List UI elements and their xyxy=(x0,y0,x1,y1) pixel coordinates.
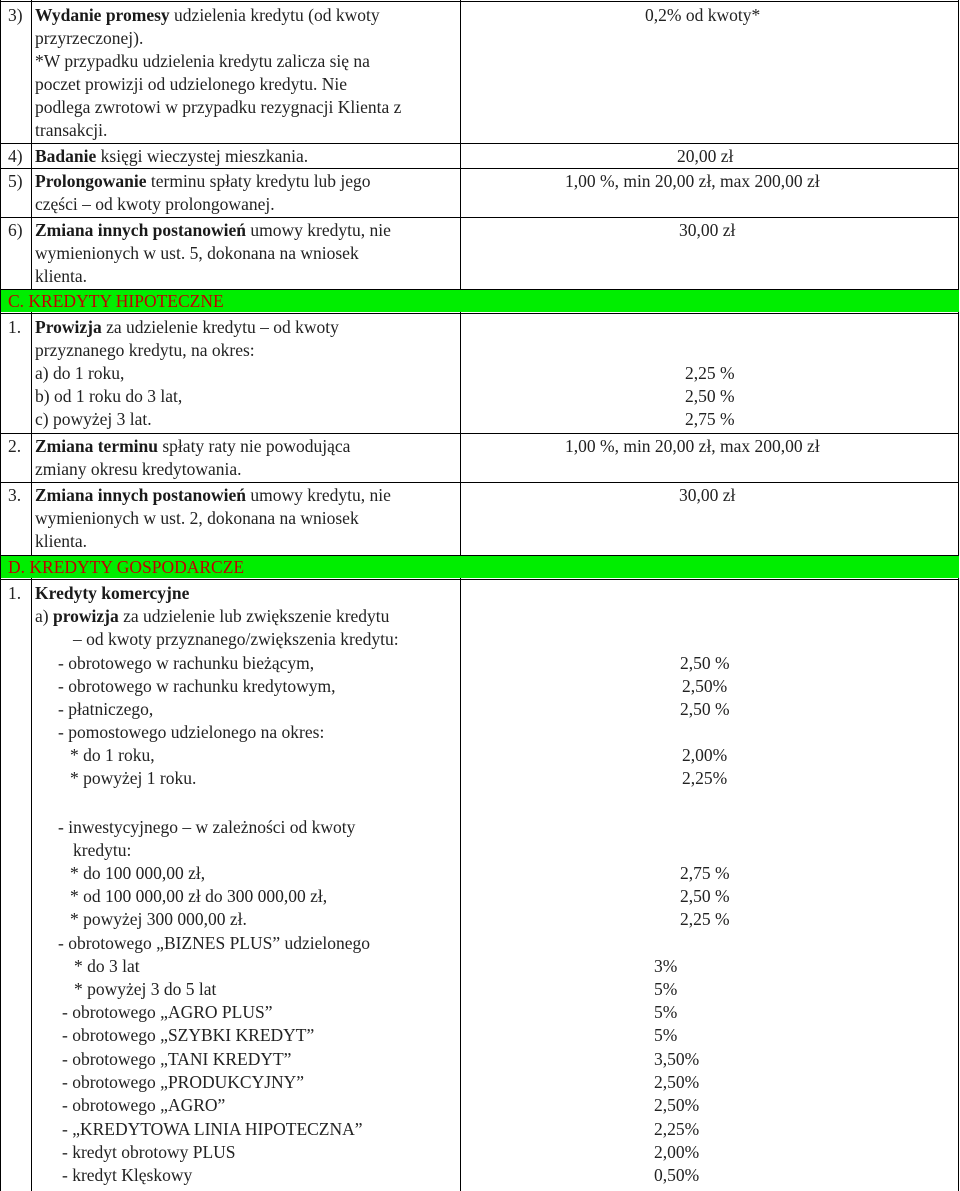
product-label: - obrotowego „TANI KREDYT” xyxy=(62,1049,292,1069)
fee-value: 2,00% xyxy=(654,1142,700,1162)
item-text-line xyxy=(35,4,380,27)
item-number: 2. xyxy=(8,436,22,456)
item-text-line: klienta. xyxy=(35,266,87,286)
credit-type-label: - inwestycyjnego – w zależności od kwoty xyxy=(58,817,356,837)
fee-value: 3,50% xyxy=(654,1049,700,1069)
item-text: za udzielenie kredytu – od kwoty xyxy=(101,317,339,337)
fee-value: 30,00 zł xyxy=(679,485,736,505)
credit-type-label: - pomostowego udzielonego na okres: xyxy=(58,722,325,742)
section-c-header xyxy=(1,290,959,312)
fee-value: 2,75 % xyxy=(680,863,730,883)
item-text-line xyxy=(35,605,389,628)
item-text: a) xyxy=(35,606,53,626)
fee-column-divider xyxy=(460,0,461,1191)
section-c-title: C. KREDYTY HIPOTECZNE xyxy=(8,291,224,311)
credit-type-label: - obrotowego „BIZNES PLUS” udzielonego xyxy=(58,933,371,953)
row-divider xyxy=(0,482,959,483)
item-text-line xyxy=(35,484,391,507)
fee-value: 2,50 % xyxy=(680,886,730,906)
item-number: 4) xyxy=(8,146,23,166)
fee-value: 2,00% xyxy=(682,745,728,765)
fee-value: 2,50% xyxy=(654,1095,700,1115)
row-divider xyxy=(0,168,959,169)
table-right-border xyxy=(958,0,959,1191)
row-divider xyxy=(0,1,959,2)
item-text-line: wymienionych w ust. 2, dokonana na wniosek xyxy=(35,508,359,528)
item-text-line: *W przypadku udzielenia kredytu zalicza się na xyxy=(35,51,370,71)
item-number: 6) xyxy=(8,220,23,240)
fee-value: 0,2% od kwoty* xyxy=(645,5,761,25)
product-label: - kredyt Klęskowy xyxy=(62,1165,193,1185)
item-text-line: – od kwoty przyznanego/zwiększenia kredytu: xyxy=(73,629,399,649)
item-bold-term: Zmiana innych postanowień xyxy=(35,220,247,240)
product-label: - obrotowego „AGRO PLUS” xyxy=(62,1002,273,1022)
item-text: spłaty raty nie powodująca xyxy=(158,436,351,456)
item-text-line: transakcji. xyxy=(35,120,108,140)
credit-amount-label: * od 100 000,00 zł do 300 000,00 zł, xyxy=(70,886,328,906)
row-divider xyxy=(0,313,959,314)
item-text: umowy kredytu, nie xyxy=(246,485,391,505)
item-text: udzielenia kredytu (od kwoty xyxy=(169,5,380,25)
item-number: 1. xyxy=(8,583,22,603)
fee-value: 5% xyxy=(654,1025,678,1045)
option-label: b) od 1 roku do 3 lat, xyxy=(35,386,183,406)
item-bold-term: Wydanie promesy xyxy=(35,5,170,25)
fee-value: 0,50% xyxy=(654,1165,700,1185)
item-text-line: klienta. xyxy=(35,531,87,551)
item-bold-term: Prowizja xyxy=(35,317,102,337)
fee-value: 2,25 % xyxy=(680,909,730,929)
item-text-line: przyrzeczonej). xyxy=(35,28,144,48)
row-divider xyxy=(0,217,959,218)
credit-type-label: - obrotowego w rachunku kredytowym, xyxy=(58,676,336,696)
fee-value: 1,00 %, min 20,00 zł, max 200,00 zł xyxy=(565,171,820,191)
product-label: - obrotowego „PRODUKCYJNY” xyxy=(62,1072,305,1092)
fee-value: 3% xyxy=(654,956,678,976)
item-text: terminu spłaty kredytu lub jego xyxy=(146,171,371,191)
item-bold-term: Zmiana terminu xyxy=(35,436,158,456)
item-text-line: części – od kwoty prolongowanej. xyxy=(35,194,275,214)
item-number: 3) xyxy=(8,5,23,25)
fee-value: 30,00 zł xyxy=(679,220,736,240)
fee-value: 2,50% xyxy=(654,1072,700,1092)
credit-amount-label: * do 100 000,00 zł, xyxy=(70,863,206,883)
item-number: 1. xyxy=(8,317,22,337)
credit-type-label: - obrotowego w rachunku bieżącym, xyxy=(58,653,315,673)
item-text: za udzielenie lub zwiększenie kredytu xyxy=(118,606,390,626)
fee-value: 2,50% xyxy=(682,676,728,696)
option-label: a) do 1 roku, xyxy=(35,363,125,383)
option-label: c) powyżej 3 lat. xyxy=(35,409,152,429)
item-number: 3. xyxy=(8,485,22,505)
item-text-line xyxy=(35,145,308,168)
item-text-line: wymienionych w ust. 5, dokonana na wniosek xyxy=(35,243,359,263)
credit-period-label: * powyżej 1 roku. xyxy=(70,768,197,788)
section-d-title: D. KREDYTY GOSPODARCZE xyxy=(8,557,245,577)
product-label: - obrotowego „SZYBKI KREDYT” xyxy=(62,1025,315,1045)
fee-value: 2,25 % xyxy=(685,363,735,383)
credit-type-label: kredytu: xyxy=(73,840,132,860)
item-text-line xyxy=(35,170,371,193)
product-label: - „KREDYTOWA LINIA HIPOTECZNA” xyxy=(62,1119,363,1139)
credit-period-label: * do 3 lat xyxy=(74,956,140,976)
fee-value: 2,50 % xyxy=(685,386,735,406)
fee-value: 2,50 % xyxy=(680,653,730,673)
row-divider xyxy=(0,433,959,434)
fee-value: 2,75 % xyxy=(685,409,735,429)
fee-value: 2,25% xyxy=(682,768,728,788)
item-text-line: przyznanego kredytu, na okres: xyxy=(35,340,255,360)
row-divider xyxy=(0,143,959,144)
item-text-line: podlega zwrotowi w przypadku rezygnacji Klienta z xyxy=(35,97,402,117)
item-text: umowy kredytu, nie xyxy=(246,220,391,240)
fee-value: 5% xyxy=(654,1002,678,1022)
credit-period-label: * do 1 roku, xyxy=(70,745,155,765)
item-number: 5) xyxy=(8,171,23,191)
credit-type-label: - płatniczego, xyxy=(58,699,154,719)
item-bold-term: Prolongowanie xyxy=(35,171,147,191)
section-d-header xyxy=(1,556,959,578)
item-bold-term: Kredyty komercyjne xyxy=(35,583,190,603)
table-left-border xyxy=(0,0,1,1191)
product-label: - obrotowego „AGRO” xyxy=(62,1095,226,1115)
item-text-line: poczet prowizji od udzielonego kredytu. Nie xyxy=(35,74,347,94)
item-heading xyxy=(35,582,189,605)
item-text-line xyxy=(35,435,350,458)
fee-value: 2,50 % xyxy=(680,699,730,719)
fee-value: 2,25% xyxy=(654,1119,700,1139)
row-divider xyxy=(0,579,959,580)
credit-period-label: * powyżej 3 do 5 lat xyxy=(74,979,217,999)
item-text: księgi wieczystej mieszkania. xyxy=(96,146,309,166)
fee-value: 20,00 zł xyxy=(677,146,734,166)
fee-value: 5% xyxy=(654,979,678,999)
credit-amount-label: * powyżej 300 000,00 zł. xyxy=(70,909,247,929)
item-text-line: zmiany okresu kredytowania. xyxy=(35,459,242,479)
number-column-divider xyxy=(31,0,32,1191)
fee-value: 1,00 %, min 20,00 zł, max 200,00 zł xyxy=(565,436,820,456)
item-text-line xyxy=(35,316,339,339)
item-text-line xyxy=(35,219,391,242)
item-bold-term: prowizja xyxy=(52,606,119,626)
item-bold-term: Badanie xyxy=(35,146,97,166)
product-label: - kredyt obrotowy PLUS xyxy=(62,1142,236,1162)
item-bold-term: Zmiana innych postanowień xyxy=(35,485,247,505)
